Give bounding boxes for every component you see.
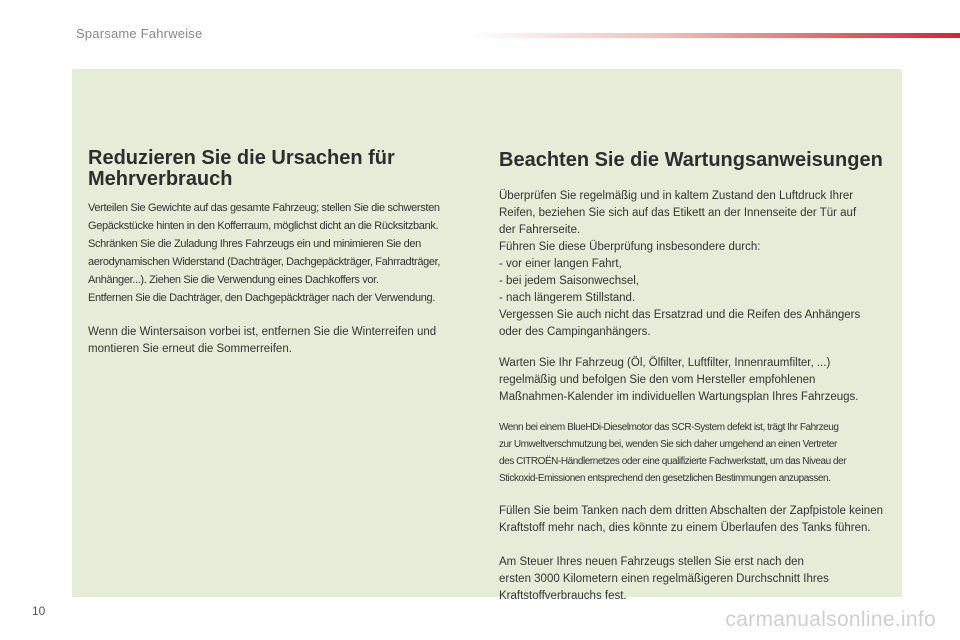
section-title: Sparsame Fahrweise [76, 26, 203, 41]
right-column [499, 148, 895, 605]
right-paragraph-tyre-pressure: Überprüfen Sie regelmäßig und in kaltem Zustand den Luftdruck Ihrer Reifen, beziehen Sie sich auf das Etikett an der Innenseite der Tür auf der Fahrerseite. Führen Sie diese Überprüfung insbesondere durch: - vor einer langen Fahrt, - bei jedem Saisonwechsel, - nach längerem Stillstand. Vergessen Sie auch nicht das Ersatzrad und die Reifen des Anhängers oder des Campinganhängers. [499, 190, 861, 338]
right-paragraph-consumption: Am Steuer Ihres neuen Fahrzeugs stellen Sie erst nach den ersten 3000 Kilometern einen regelmäßigeren Durchschnitt Ihres Kraftstoffverbrauchs fest. [499, 556, 829, 602]
left-paragraph-tyres: Wenn die Wintersaison vorbei ist, entfernen Sie die Winterreifen und montieren Sie erneut die Sommerreifen. [88, 326, 437, 355]
page-number: 10 [32, 604, 46, 618]
right-heading: Beachten Sie die Wartungsanweisungen [499, 149, 883, 171]
right-paragraph-refuelling: Füllen Sie beim Tanken nach dem dritten Abschalten der Zapfpistole keinen Kraftstoff mehr nach, dies könnte zu einem Überlaufen des Tanks führen. [499, 505, 883, 534]
left-heading: Reduzieren Sie die Ursachen für Mehrverbrauch [88, 147, 395, 190]
right-paragraph-maintenance: Warten Sie Ihr Fahrzeug (Öl, Ölfilter, Luftfilter, Innenraumfilter, ...) regelmäßig und befolgen Sie den vom Hersteller empfohlenen Maßnahmen-Kalender im individuellen Wartungsplan Ihres Fahrzeugs. [499, 357, 859, 403]
watermark: carmanualsonline.info [725, 608, 936, 631]
header-accent-bar [470, 33, 960, 38]
right-paragraph-scr-note: Wenn bei einem BlueHDi-Dieselmotor das SCR-System defekt ist, trägt Ihr Fahrzeug zur Umweltverschmutzung bei, wenden Sie sich daher umgehend an einen Vertreter des CITROËN-Händlernetzes oder eine qualifizierte Fachwerkstatt, um das Niveau der Stickoxid-Emissionen entsprechend den gesetzlichen Bestimmungen anzupassen. [499, 422, 847, 484]
left-column [88, 148, 480, 358]
left-paragraph-weight: Verteilen Sie Gewichte auf das gesamte Fahrzeug; stellen Sie die schwersten Gepäckstücke hinten in den Kofferraum, möglichst dicht an die Rücksitzbank. Schränken Sie die Zuladung Ihres Fahrzeugs ein und minimieren Sie den aerodynamischen Widerstand (Dachträger, Dachgepäckträger, Fahrradträger, Anhänger...). Ziehen Sie die Verwendung eines Dachkoffers vor. Entfernen Sie die Dachträger, den Dachgepäckträger nach der Verwendung. [88, 202, 441, 304]
